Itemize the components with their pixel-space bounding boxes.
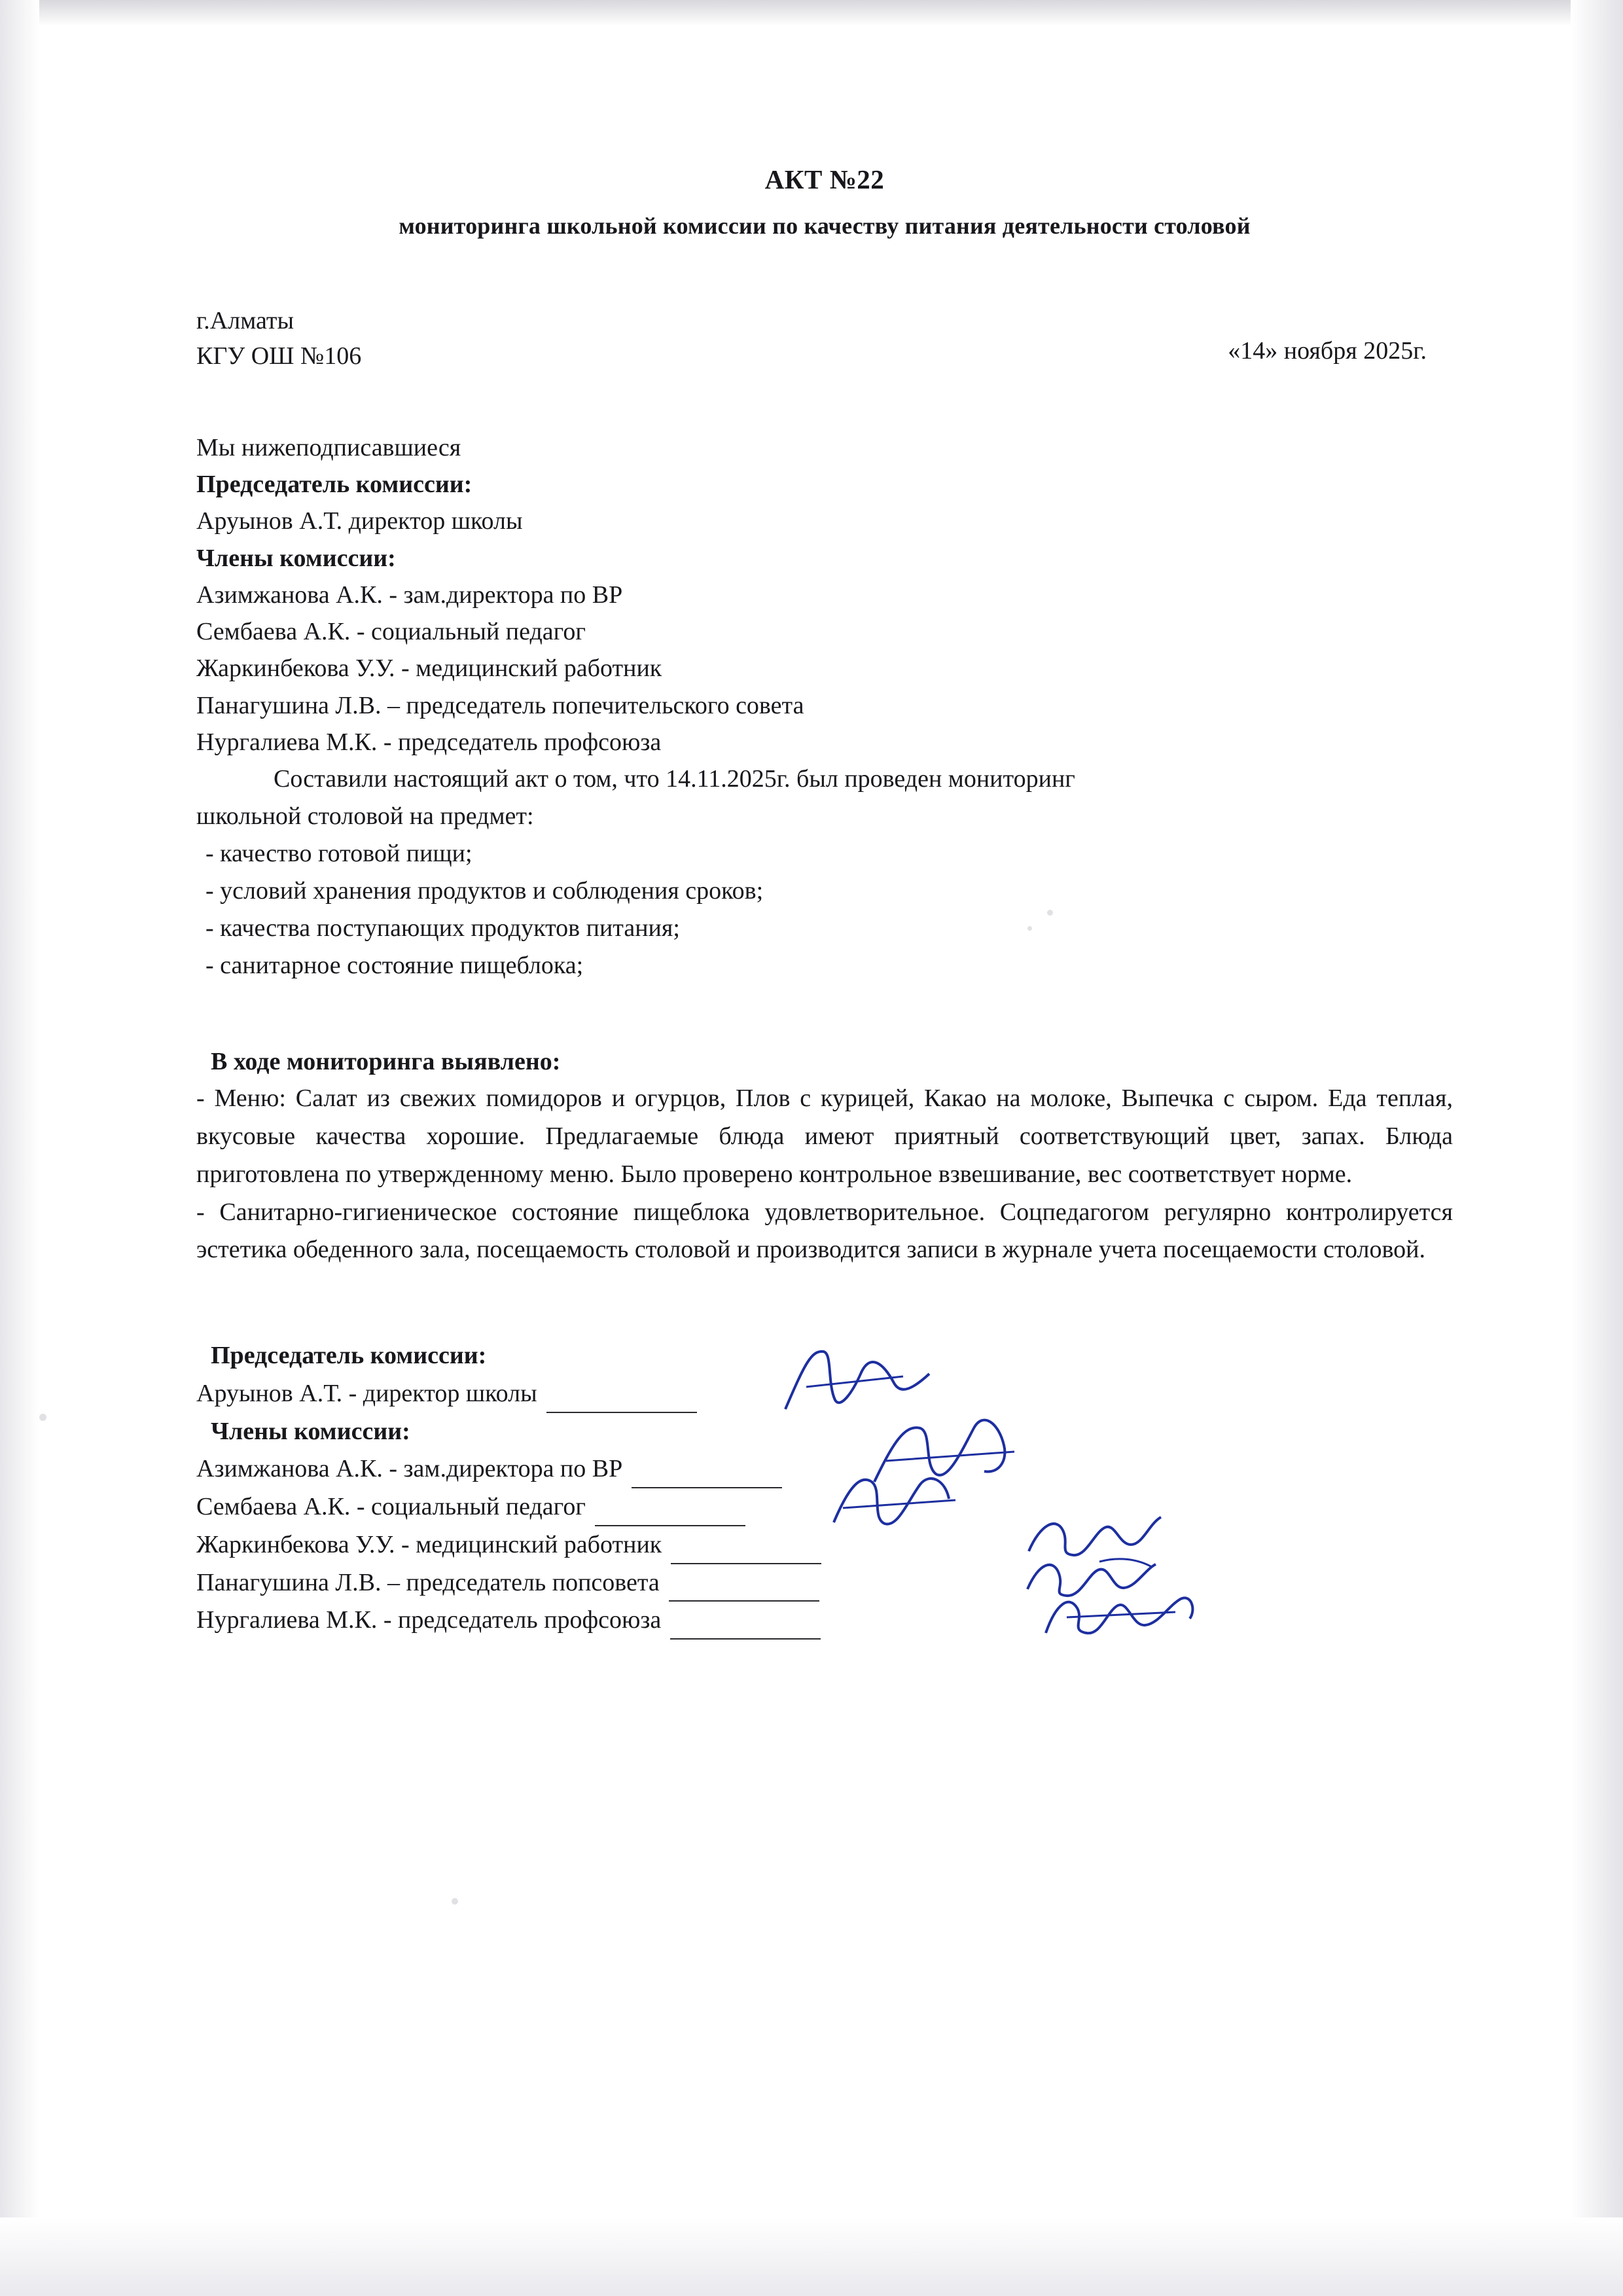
subject-item: - условий хранения продуктов и соблюдения сроков; (205, 877, 764, 905)
member-name: Нургалиева М.К. - председатель профсоюза (196, 728, 662, 756)
signatures-section (196, 1337, 1453, 1640)
chairman-name: Аруынов А.Т. директор школы (196, 507, 523, 535)
signature-row-member (196, 1564, 1453, 1602)
document-date: «14» ноября 2025г. (1228, 337, 1427, 365)
chairman-heading: Председатель комиссии: (196, 471, 473, 499)
signature-line (546, 1392, 697, 1413)
signature-name: Нургалиева М.К. - председатель профсоюза (196, 1606, 662, 1634)
scan-speck (452, 1898, 458, 1905)
scan-shading-bottom (0, 2217, 1623, 2296)
document-body (196, 164, 1453, 1640)
intro-line: Мы нижеподписавшиеся (196, 433, 461, 461)
signature-name: Азимжанова А.К. - зам.директора по ВР (196, 1455, 623, 1483)
signature-line (632, 1467, 782, 1488)
member-name: Жаркинбекова У.У. - медицинский работник (196, 655, 662, 683)
signature-members-heading: Члены комиссии: (211, 1417, 410, 1445)
school-label: КГУ ОШ №106 (196, 342, 362, 370)
subject-item: - качества поступающих продуктов питания; (205, 914, 680, 942)
member-name: Сембаева А.К. - социальный педагог (196, 618, 586, 646)
signature-row-chairman (196, 1375, 1453, 1413)
member-name: Панагушина Л.В. – председатель попечительского совета (196, 691, 804, 719)
signature-name: Панагушина Л.В. – председатель попсовета (196, 1568, 660, 1596)
signature-line (595, 1505, 745, 1526)
signature-row-member (196, 1450, 1453, 1488)
signature-line (670, 1619, 821, 1640)
statement-line-1: Составили настоящий акт о том, что 14.11.2025г. был проведен мониторинг (274, 765, 1075, 793)
commission-section (196, 429, 1453, 1269)
findings-paragraph-menu: - Меню: Салат из свежих помидоров и огурцов, Плов с курицей, Какао на молоке, Выпечка с сыром. Еда теплая, вкусовые качества хорошие. Предлагаемые блюда имеют приятный соответствующий цвет, запах. Блюда приготовлена по утвержденному меню. Было проверено контрольное взвешивание, вес соответствует норме. (196, 1085, 1453, 1188)
signature-row-member (196, 1526, 1453, 1564)
signature-name: Аруынов А.Т. - директор школы (196, 1379, 537, 1407)
page-subtitle: мониторинга школьной комиссии по качеству питания деятельности столовой (399, 213, 1251, 239)
findings-paragraph-sanitary: - Санитарно-гигиеническое состояние пищеблока удовлетворительное. Соцпедагогом регулярно контролируется эстетика обеденного зала, посещаемость столовой и производится записи в журнале учета посещаемости столовой. (196, 1198, 1453, 1264)
member-name: Азимжанова А.К. - зам.директора по ВР (196, 581, 623, 609)
signature-name: Жаркинбекова У.У. - медицинский работник (196, 1530, 662, 1558)
statement-line-2: школьной столовой на предмет: (196, 802, 534, 831)
scan-shading-right (1571, 0, 1623, 2296)
signature-line (669, 1581, 819, 1602)
header-meta (196, 304, 1453, 374)
signature-row-member (196, 1488, 1453, 1526)
city-label: г.Алматы (196, 307, 294, 334)
scan-shading-top (0, 0, 1623, 26)
scan-speck (39, 1414, 46, 1421)
signature-row-member (196, 1602, 1453, 1640)
signature-chairman-heading: Председатель комиссии: (211, 1342, 487, 1369)
subject-item: - качество готовой пищи; (205, 840, 473, 868)
page-title: АКТ №22 (764, 164, 885, 194)
subject-item: - санитарное состояние пищеблока; (205, 952, 584, 980)
findings-heading: В ходе мониторинга выявлено: (211, 1048, 561, 1076)
signature-name: Сембаева А.К. - социальный педагог (196, 1493, 586, 1520)
signature-line (671, 1543, 821, 1564)
scan-shading-left (0, 0, 39, 2296)
members-heading: Члены комиссии: (196, 544, 396, 572)
